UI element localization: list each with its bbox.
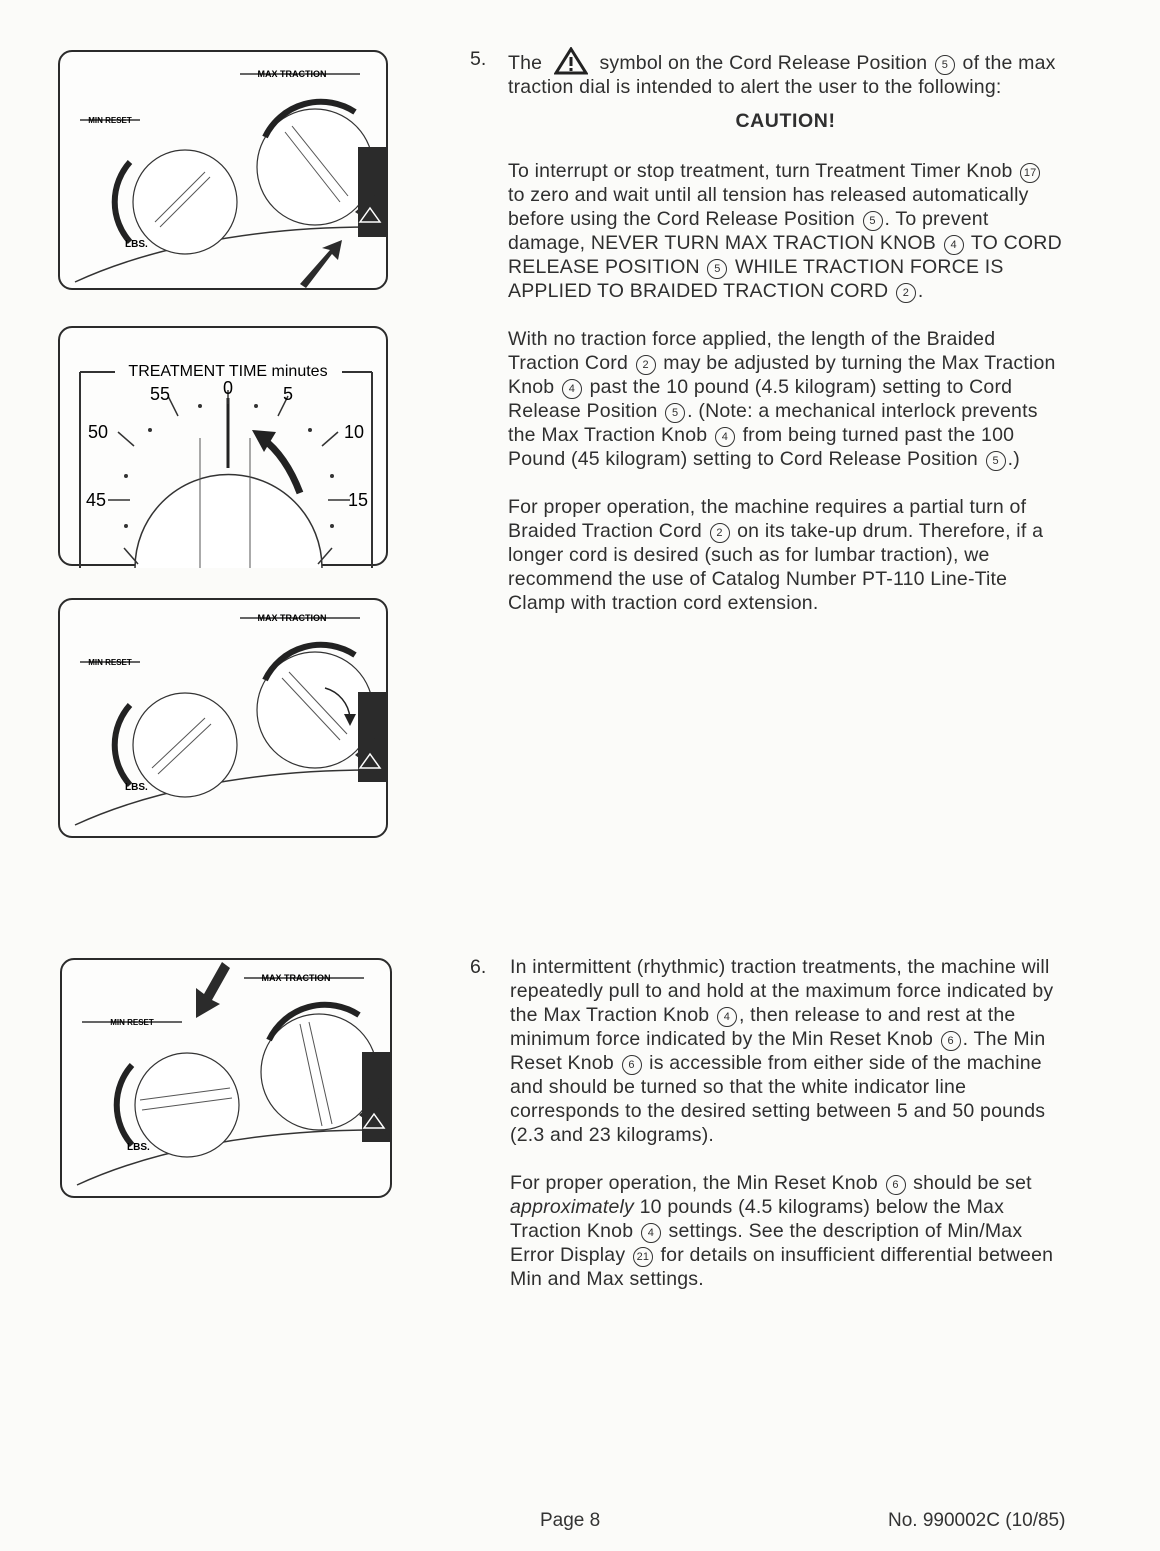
ref-4: 4 xyxy=(562,379,582,399)
ref-2: 2 xyxy=(896,283,916,303)
ref-21: 21 xyxy=(633,1247,653,1267)
ref-5: 5 xyxy=(935,55,955,75)
section-6-number: 6. xyxy=(470,956,487,978)
ref-5: 5 xyxy=(986,451,1006,471)
lbs-label: LBS. xyxy=(125,239,148,250)
ref-5: 5 xyxy=(707,259,727,279)
timer-knob xyxy=(135,475,322,569)
dial-figure-3 xyxy=(60,958,392,1198)
timer-tick-45: 45 xyxy=(85,490,107,510)
document-number: No. 990002C (10/85) xyxy=(888,1510,1066,1531)
section-6-paragraph-2: For proper operation, the Min Reset Knob 6 should be set approximately 10 pounds (4.5 kilograms) below the Max Traction Knob 4 settings. See the description of Min/Max Error Display 21 for details on insufficient differential between Min and Max settings. xyxy=(510,1172,1054,1290)
treatment-timer-drawing xyxy=(60,328,390,568)
warning-triangle-icon xyxy=(554,47,588,75)
dial-figure-3-drawing xyxy=(62,960,394,1200)
dial-figure-2-drawing xyxy=(60,600,390,840)
ref-4: 4 xyxy=(715,427,735,447)
timer-tick-0: 0 xyxy=(222,378,234,398)
timer-tick-5: 5 xyxy=(282,384,294,404)
caution-heading: CAUTION! xyxy=(735,110,836,132)
section-5 xyxy=(508,47,1063,639)
treatment-timer-figure xyxy=(58,326,388,566)
max-traction-label: MAX TRACTION xyxy=(257,69,327,79)
pointer-arrow-icon xyxy=(300,240,342,288)
timer-tick-10: 10 xyxy=(343,422,365,442)
timer-tick-15: 15 xyxy=(347,490,369,510)
max-traction-label: MAX TRACTION xyxy=(261,973,331,983)
dial-figure-1 xyxy=(58,50,388,290)
max-traction-label: MAX TRACTION xyxy=(257,613,327,623)
timer-tick-55: 55 xyxy=(149,384,171,404)
section-5-number: 5. xyxy=(470,48,487,70)
section-6 xyxy=(510,955,1065,1315)
section-5-paragraph-3: For proper operation, the machine requires a partial turn of Braided Traction Cord 2 on its take-up drum. Therefore, if a longer cord is desired (such as for lumbar traction), we recommend the use of Catalog Number PT-110 Line-Tite Clamp with traction cord extension. xyxy=(508,496,1044,614)
ref-5: 5 xyxy=(665,403,685,423)
min-reset-label: MIN RESET xyxy=(110,1018,154,1027)
ref-6: 6 xyxy=(941,1031,961,1051)
min-reset-label: MIN RESET xyxy=(88,658,132,667)
ref-4: 4 xyxy=(717,1007,737,1027)
min-reset-knob xyxy=(133,693,237,797)
ref-4: 4 xyxy=(641,1223,661,1243)
min-reset-label: MIN RESET xyxy=(88,116,132,125)
ref-6: 6 xyxy=(886,1175,906,1195)
section-5-intro: The symbol on the Cord Release Position 5 of the max traction dial is intended to alert the user to the following: xyxy=(508,47,1063,99)
treatment-time-title: TREATMENT TIME minutes xyxy=(128,363,328,380)
ref-2: 2 xyxy=(710,523,730,543)
min-reset-knob xyxy=(135,1053,239,1157)
dial-figure-2 xyxy=(58,598,388,838)
page-number: Page 8 xyxy=(540,1510,601,1531)
ref-4: 4 xyxy=(944,235,964,255)
pointer-arrow-icon xyxy=(196,962,230,1018)
section-6-paragraph-1: In intermittent (rhythmic) traction treatments, the machine will repeatedly pull to and hold at the maximum force indicated by the Max Traction Knob 4 , then release to and rest at the minimum force indicated by the Min Reset Knob 6 . The Min Reset Knob 6 is accessible from either side of the machine and should be turned so that the white indicator line corresponds to the desired setting between 5 and 50 pounds (2.3 and 23 kilograms). xyxy=(510,956,1054,1146)
ref-6: 6 xyxy=(622,1055,642,1075)
lbs-label: LBS. xyxy=(125,782,148,793)
dial-figure-1-drawing xyxy=(60,52,390,292)
section-5-paragraph-1: To interrupt or stop treatment, turn Treatment Timer Knob 17 to zero and wait until all tension has released automatically before using the Cord Release Position 5 . To prevent damage, NEVER TURN MAX TRACTION KNOB 4 TO CORD RELEASE POSITION 5 WHILE TRACTION FORCE IS APPLIED TO BRAIDED TRACTION CORD 2 . xyxy=(508,160,1062,302)
timer-tick-50: 50 xyxy=(87,422,109,442)
ref-5: 5 xyxy=(863,211,883,231)
lbs-label: LBS. xyxy=(127,1142,150,1153)
ref-2: 2 xyxy=(636,355,656,375)
section-5-paragraph-2: With no traction force applied, the length of the Braided Traction Cord 2 may be adjusted by turning the Max Traction Knob 4 past the 10 pound (4.5 kilogram) setting to Cord Release Position 5 . (Note: a mechanical interlock prevents the Max Traction Knob 4 from being turned past the 100 Pound (45 kilogram) setting to Cord Release Position 5 .) xyxy=(508,328,1056,470)
ref-17: 17 xyxy=(1020,163,1040,183)
